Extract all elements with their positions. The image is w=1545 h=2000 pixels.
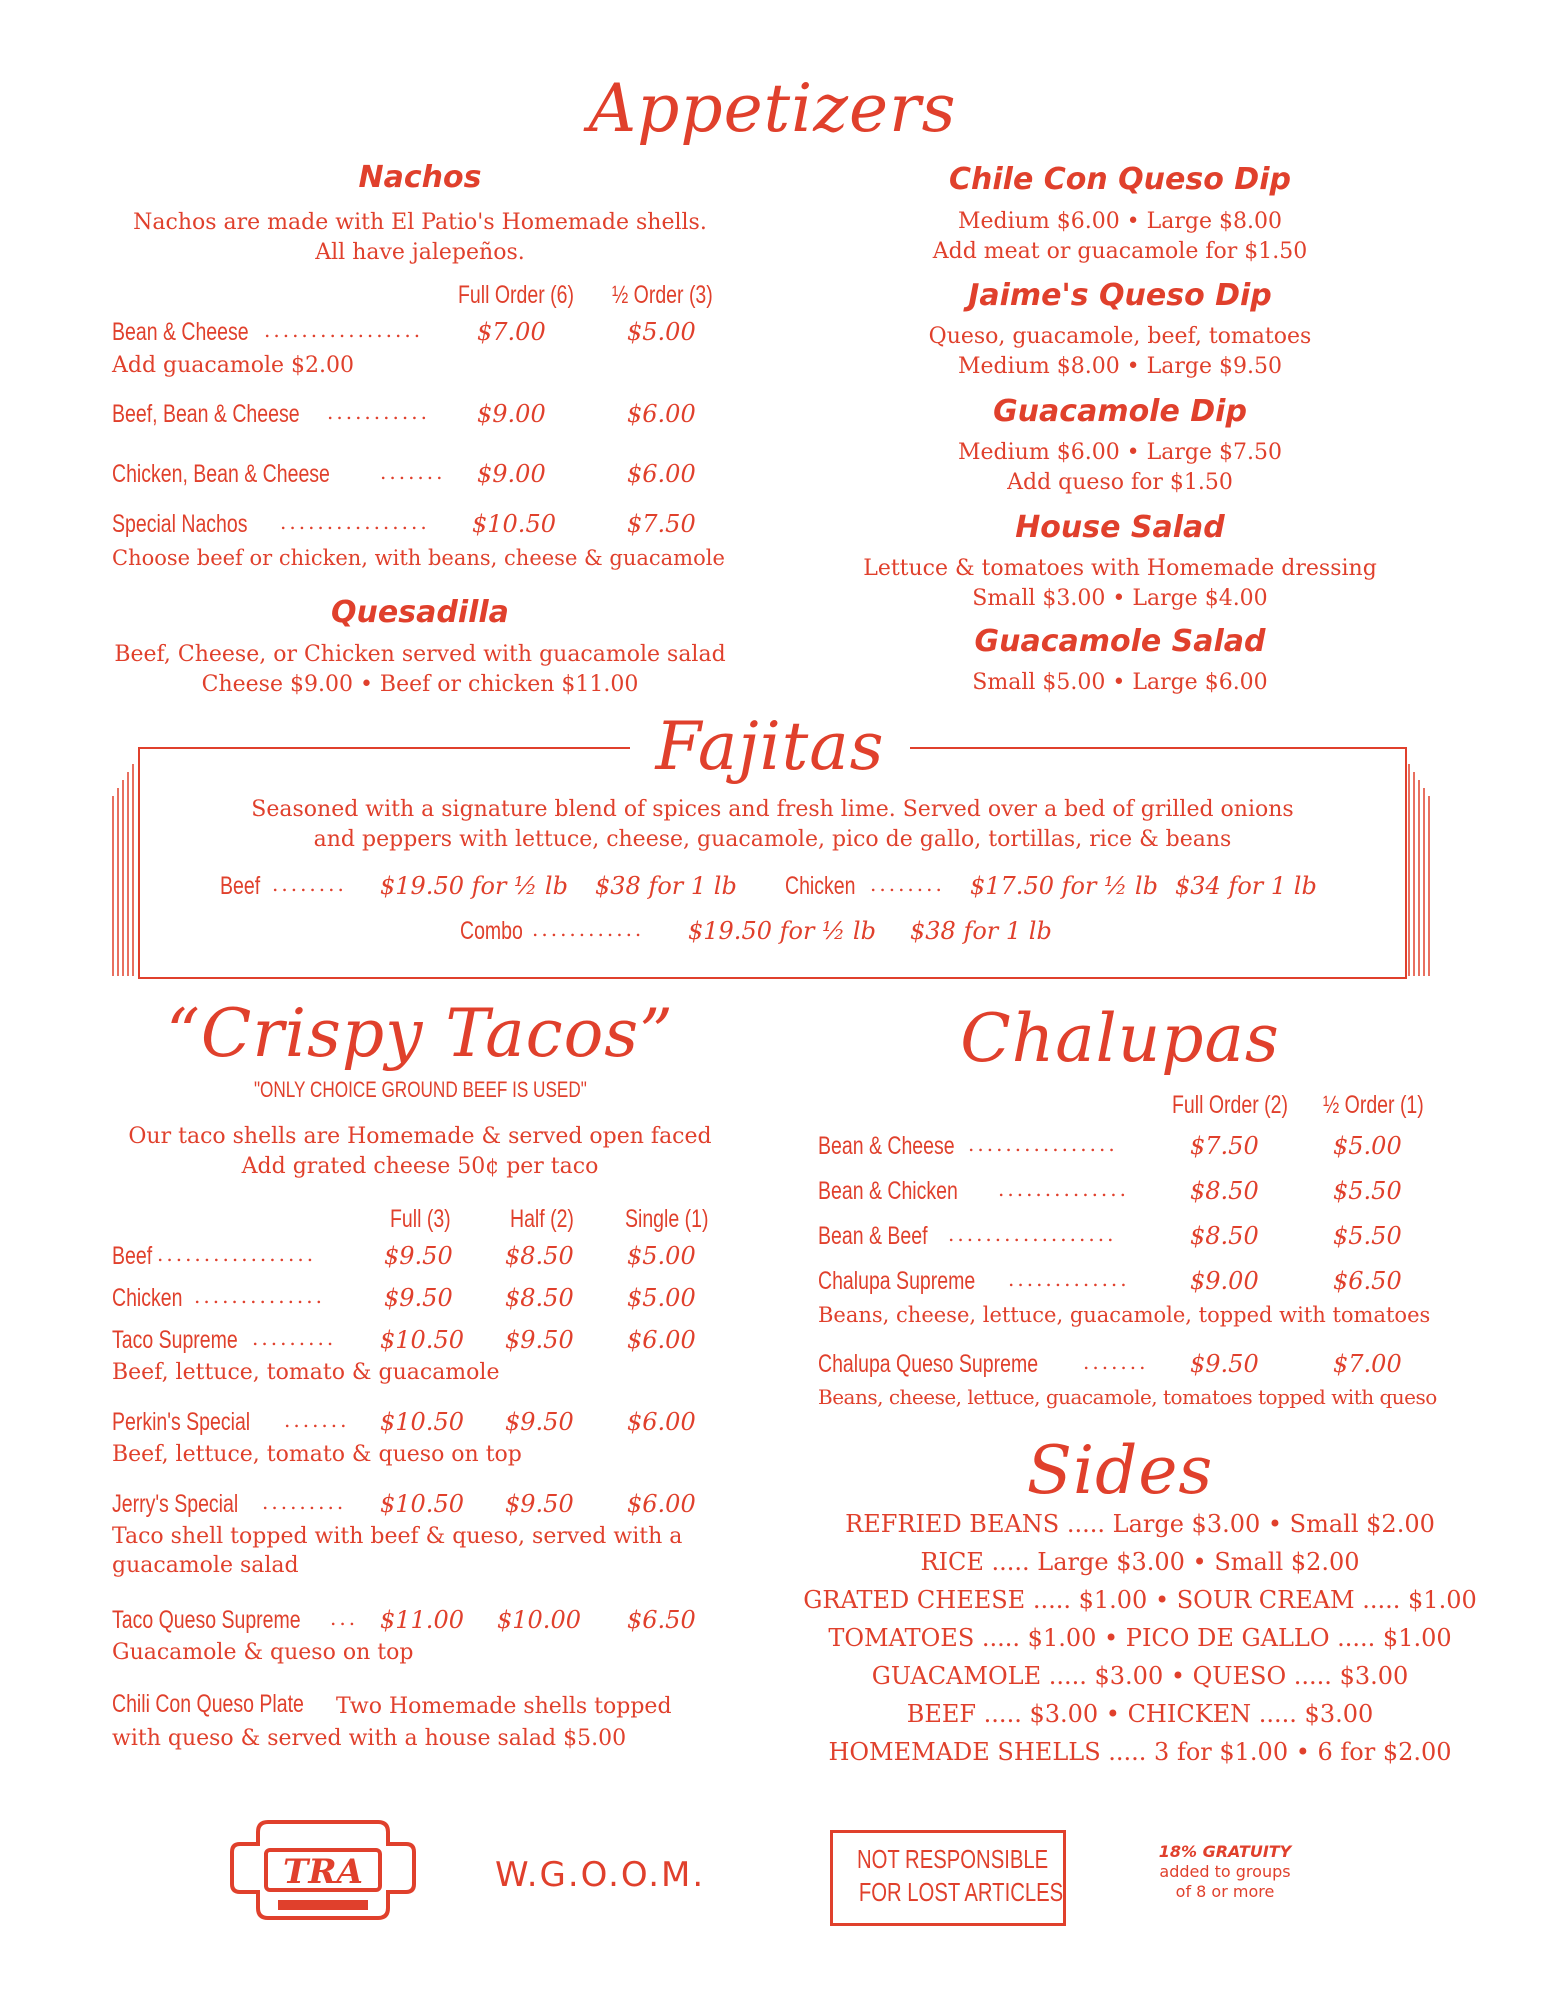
- menu-item: [112, 1242, 732, 1276]
- item-name: Bean & Beef: [818, 1222, 928, 1250]
- item-price-full: $9.50: [384, 1284, 453, 1312]
- item-price-half: $8.50: [505, 1284, 574, 1312]
- item-name: Bean & Chicken: [818, 1177, 958, 1205]
- item-price-half: $9.50: [505, 1490, 574, 1518]
- menu-item: [112, 1606, 732, 1640]
- chili-con-queso-plate: [112, 1690, 752, 1724]
- item-name: Taco Queso Supreme: [112, 1606, 301, 1634]
- item-price-half: $9.50: [505, 1408, 574, 1436]
- guacamole-dip-desc: [800, 438, 1440, 498]
- item-name: Chili Con Queso Plate: [112, 1690, 304, 1718]
- item-price-single: $6.00: [627, 1408, 696, 1436]
- house-salad-title: House Salad: [1015, 510, 1225, 545]
- item-note: Beef, lettuce, tomato & queso on top: [112, 1442, 522, 1467]
- fajitas-left-lines: [110, 760, 138, 976]
- item-price-single: $6.00: [627, 1326, 696, 1354]
- tacos-desc-line: Add grated cheese 50¢ per taco: [241, 1154, 599, 1179]
- item-note: Add guacamole $2.00: [112, 353, 354, 378]
- menu-item: [112, 460, 732, 494]
- item-price-full: $9.00: [1190, 1267, 1259, 1295]
- item-price-full: $8.50: [1190, 1177, 1259, 1205]
- menu-item: [112, 1408, 732, 1442]
- menu-item: [818, 1177, 1438, 1211]
- leader-dots: ...: [330, 1606, 359, 1630]
- item-price-half: $8.50: [505, 1242, 574, 1270]
- leader-dots: ................: [968, 1132, 1118, 1156]
- item-price-half: $7.00: [1333, 1350, 1402, 1378]
- guacamole-dip-title: Guacamole Dip: [993, 394, 1247, 429]
- item-price-full: $10.50: [472, 510, 556, 538]
- item-desc: Two Homemade shells topped: [336, 1694, 672, 1719]
- nachos-desc: [110, 208, 730, 268]
- item-price-single: $6.00: [627, 1490, 696, 1518]
- leader-dots: ..............: [998, 1177, 1130, 1201]
- sides-line: GUACAMOLE ..... $3.00 • QUESO ..... $3.00: [871, 1662, 1409, 1690]
- item-price-half: $5.50: [1333, 1177, 1402, 1205]
- item-name: Beef: [220, 872, 261, 900]
- fajitas-desc-line: and peppers with lettuce, cheese, guacamole, pico de gallo, tortillas, rice & beans: [313, 827, 1232, 852]
- sides-line: BEEF ..... $3.00 • CHICKEN ..... $3.00: [906, 1700, 1374, 1728]
- fajitas-desc: [150, 795, 1395, 855]
- item-note: Choose beef or chicken, with beans, cheese & guacamole: [112, 546, 725, 570]
- appetizers-title: Appetizers: [588, 70, 957, 147]
- fajitas-combo: [460, 917, 1160, 951]
- item-price-full: $34 for 1 lb: [1175, 872, 1317, 900]
- item-price-half: $19.50 for ½ lb: [380, 872, 568, 900]
- item-price-full: $10.50: [380, 1408, 464, 1436]
- item-price-half: $6.00: [627, 400, 696, 428]
- leader-dots: ............: [532, 917, 645, 941]
- item-name: Taco Supreme: [112, 1326, 238, 1354]
- item-note: Guacamole & queso on top: [112, 1640, 414, 1665]
- wgoom-text: W.G.O.O.M.: [495, 1855, 706, 1895]
- fajitas-beef: [220, 872, 1350, 906]
- leader-dots: .........: [262, 1490, 347, 1514]
- menu-item: [112, 1490, 732, 1524]
- nachos-col-full: Full Order (6): [458, 281, 574, 309]
- crispy-tacos-title: “Crispy Tacos”: [166, 995, 674, 1072]
- item-price-full: $38 for 1 lb: [595, 872, 737, 900]
- leader-dots: ...........: [327, 400, 430, 424]
- nachos-desc-line: All have jalepeños.: [315, 240, 525, 265]
- dip-note: Add queso for $1.50: [1007, 470, 1233, 495]
- item-price-full: $10.50: [380, 1326, 464, 1354]
- item-price-full: $7.50: [1190, 1132, 1259, 1160]
- nachos-desc-line: Nachos are made with El Patio's Homemade shells.: [133, 210, 707, 235]
- fajitas-title: Fajitas: [655, 708, 885, 785]
- item-price-full: $7.00: [477, 318, 546, 346]
- tra-logo: [228, 1810, 418, 1930]
- fajitas-right-lines: [1405, 760, 1433, 976]
- menu-item: [112, 1326, 732, 1360]
- gratuity-line: 18% GRATUITY: [1158, 1842, 1292, 1861]
- item-price-half: $6.00: [627, 460, 696, 488]
- guacamole-salad-title: Guacamole Salad: [974, 624, 1266, 659]
- item-name: Bean & Cheese: [818, 1132, 955, 1160]
- gratuity-line: of 8 or more: [1175, 1882, 1275, 1901]
- item-name: Chalupa Supreme: [818, 1267, 976, 1295]
- leader-dots: .................: [157, 1242, 317, 1266]
- menu-item: [818, 1132, 1438, 1166]
- item-price-half: $10.00: [497, 1606, 581, 1634]
- leader-dots: ..............: [194, 1284, 326, 1308]
- leader-dots: ..................: [948, 1222, 1117, 1246]
- item-price-full: $38 for 1 lb: [910, 917, 1052, 945]
- leader-dots: .......: [1083, 1350, 1149, 1374]
- item-price-full: $8.50: [1190, 1222, 1259, 1250]
- leader-dots: .........: [252, 1326, 337, 1350]
- menu-item: [112, 1284, 732, 1318]
- item-price-full: $10.50: [380, 1490, 464, 1518]
- salad-prices: Small $3.00 • Large $4.00: [972, 586, 1268, 611]
- item-name: Chicken: [785, 872, 856, 900]
- salad-prices: Small $5.00 • Large $6.00: [972, 670, 1268, 695]
- lost-articles-text: [830, 1843, 1066, 1909]
- leader-dots: .......: [380, 460, 446, 484]
- lost-line: FOR LOST ARTICLES: [858, 1877, 1064, 1907]
- item-price-half: $9.50: [505, 1326, 574, 1354]
- item-price-half: $5.00: [627, 318, 696, 346]
- nachos-col-half: ½ Order (3): [612, 281, 713, 309]
- jaimes-queso-title: Jaime's Queso Dip: [968, 278, 1272, 313]
- tacos-col-half: Half (2): [510, 1205, 574, 1233]
- leader-dots: ........: [870, 872, 945, 896]
- leader-dots: .......: [284, 1408, 350, 1432]
- quesadilla-line: Beef, Cheese, or Chicken served with guacamole salad: [114, 642, 726, 667]
- item-price-half: $17.50 for ½ lb: [970, 872, 1158, 900]
- item-name: Beef, Bean & Cheese: [112, 400, 300, 428]
- lost-line: NOT RESPONSIBLE: [856, 1844, 1049, 1874]
- sides-line: HOMEMADE SHELLS ..... 3 for $1.00 • 6 for $2.00: [828, 1738, 1452, 1766]
- sides-line: REFRIED BEANS ..... Large $3.00 • Small $2.00: [845, 1510, 1435, 1538]
- dip-prices: Medium $6.00 • Large $8.00: [958, 209, 1282, 234]
- item-price-half: $19.50 for ½ lb: [688, 917, 876, 945]
- chile-con-queso-desc: [800, 207, 1440, 267]
- item-note: Beans, cheese, lettuce, guacamole, tomatoes topped with queso: [818, 1385, 1437, 1409]
- item-price-half: $7.50: [627, 510, 696, 538]
- sides-line: GRATED CHEESE ..... $1.00 • SOUR CREAM ..... $1.00: [803, 1586, 1477, 1614]
- chalupas-col-full: Full Order (2): [1172, 1091, 1288, 1119]
- tacos-col-single: Single (1): [625, 1205, 709, 1233]
- quesadilla-prices: Cheese $9.00 • Beef or chicken $11.00: [201, 672, 639, 697]
- chalupas-col-half: ½ Order (1): [1323, 1091, 1424, 1119]
- nachos-title: Nachos: [358, 160, 482, 195]
- item-note: Taco shell topped with beef & queso, served with a: [112, 1524, 683, 1549]
- tra-letters: TRA: [283, 1852, 363, 1892]
- menu-item: [112, 510, 732, 544]
- item-name: Jerry's Special: [112, 1490, 239, 1518]
- item-name: Perkin's Special: [112, 1408, 251, 1436]
- leader-dots: ........: [272, 872, 347, 896]
- house-salad-desc: [800, 554, 1440, 614]
- item-price-full: $9.50: [1190, 1350, 1259, 1378]
- chalupas-title: Chalupas: [960, 1000, 1280, 1077]
- sides-title: Sides: [1026, 1432, 1214, 1509]
- dip-note: Add meat or guacamole for $1.50: [932, 239, 1308, 264]
- gratuity-line: added to groups: [1159, 1862, 1291, 1881]
- dip-prices: Medium $8.00 • Large $9.50: [958, 354, 1282, 379]
- guacamole-salad-desc: [800, 668, 1440, 698]
- item-note: guacamole salad: [112, 1553, 299, 1578]
- gratuity-note: [1140, 1842, 1310, 1902]
- quesadilla-title: Quesadilla: [331, 595, 509, 630]
- menu-item: [818, 1350, 1438, 1384]
- item-price-single: $6.50: [627, 1606, 696, 1634]
- item-name: Chicken, Bean & Cheese: [112, 460, 330, 488]
- item-price-single: $5.00: [627, 1242, 696, 1270]
- jaimes-queso-desc: [800, 322, 1440, 382]
- item-name: Combo: [460, 917, 523, 945]
- item-name: Bean & Cheese: [112, 318, 249, 346]
- item-price-single: $5.00: [627, 1284, 696, 1312]
- menu-item: [818, 1267, 1438, 1301]
- fajitas-desc-line: Seasoned with a signature blend of spices and fresh lime. Served over a bed of grilled onions: [251, 797, 1294, 822]
- item-price-full: $9.00: [477, 400, 546, 428]
- item-note: with queso & served with a house salad $5.00: [112, 1726, 627, 1751]
- menu-item: [818, 1222, 1438, 1256]
- dip-prices: Medium $6.00 • Large $7.50: [958, 440, 1282, 465]
- tacos-desc-line: Our taco shells are Homemade & served open faced: [128, 1124, 712, 1149]
- salad-desc: Lettuce & tomatoes with Homemade dressing: [863, 556, 1377, 581]
- tacos-subtitle: "ONLY CHOICE GROUND BEEF IS USED": [253, 1077, 587, 1102]
- tacos-col-full: Full (3): [390, 1205, 451, 1233]
- item-price-half: $5.50: [1333, 1222, 1402, 1250]
- quesadilla-desc: [90, 640, 750, 700]
- tacos-desc: [110, 1122, 730, 1182]
- menu-item: [112, 318, 732, 352]
- item-price-full: $9.50: [384, 1242, 453, 1270]
- item-price-half: $6.50: [1333, 1267, 1402, 1295]
- menu-item: [112, 400, 732, 434]
- item-price-half: $5.00: [1333, 1132, 1402, 1160]
- dip-desc: Queso, guacamole, beef, tomatoes: [928, 324, 1312, 349]
- chile-con-queso-title: Chile Con Queso Dip: [949, 162, 1291, 197]
- leader-dots: .............: [1008, 1267, 1130, 1291]
- item-name: Special Nachos: [112, 510, 248, 538]
- item-name: Chicken: [112, 1284, 183, 1312]
- sides-line: RICE ..... Large $3.00 • Small $2.00: [920, 1548, 1360, 1576]
- sides-line: TOMATOES ..... $1.00 • PICO DE GALLO ..... $1.00: [828, 1624, 1452, 1652]
- item-price-full: $9.00: [477, 460, 546, 488]
- leader-dots: ................: [280, 510, 430, 534]
- item-price-full: $11.00: [380, 1606, 464, 1634]
- item-note: Beans, cheese, lettuce, guacamole, topped with tomatoes: [818, 1303, 1431, 1327]
- item-name: Beef: [112, 1242, 153, 1270]
- item-name: Chalupa Queso Supreme: [818, 1350, 1039, 1378]
- leader-dots: .................: [264, 318, 424, 342]
- item-note: Beef, lettuce, tomato & guacamole: [112, 1360, 500, 1385]
